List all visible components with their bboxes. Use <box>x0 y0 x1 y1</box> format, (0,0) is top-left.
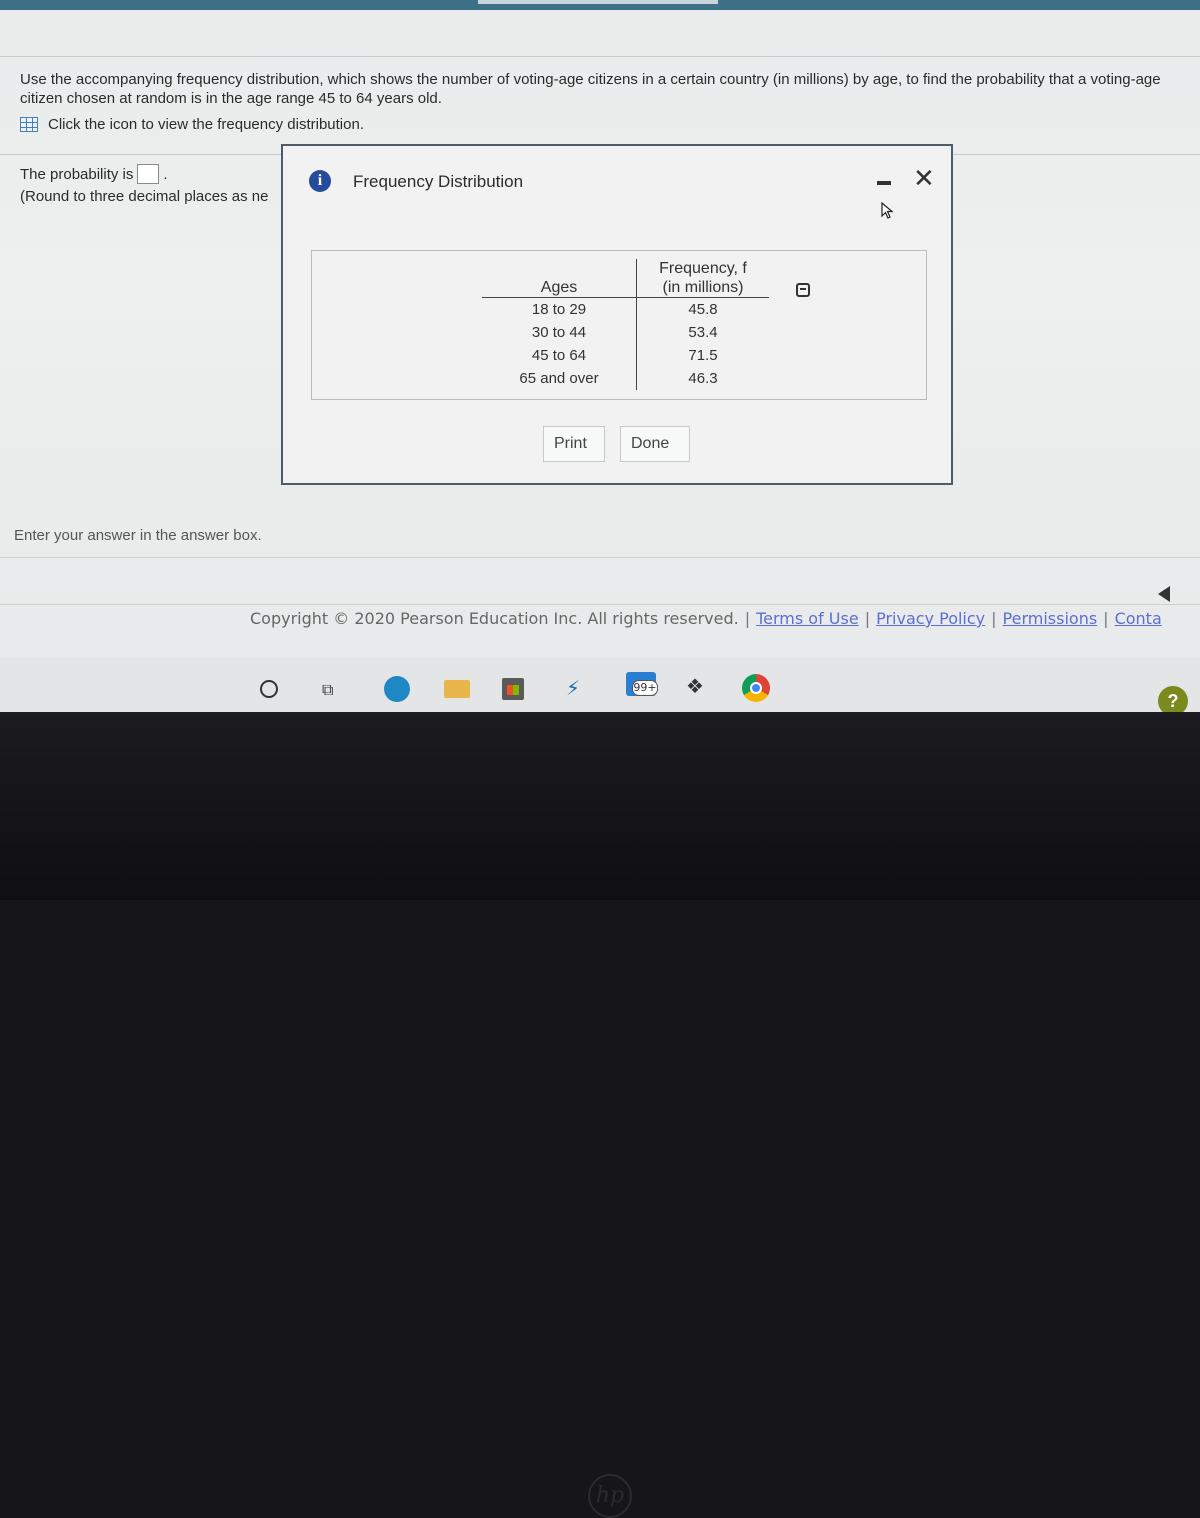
copy-icon[interactable] <box>796 283 810 297</box>
separator: | <box>744 609 751 628</box>
table-row <box>482 321 769 344</box>
age-cell: 18 to 29 <box>531 301 587 318</box>
frequency-cell: 53.4 <box>637 321 770 344</box>
frequency-header-line2: (in millions) <box>662 279 744 296</box>
table-row <box>482 298 769 322</box>
icon-prompt-text: Click the icon to view the frequency distribution. <box>48 116 364 133</box>
instructions-text: Enter your answer in the answer box. <box>14 527 262 544</box>
taskbar <box>0 658 1200 712</box>
divider <box>0 56 1200 57</box>
close-icon[interactable]: ✕ <box>913 164 935 194</box>
table-row <box>482 344 769 367</box>
collapse-arrow-icon[interactable] <box>1158 586 1170 602</box>
round-note: (Round to three decimal places as ne <box>20 188 269 205</box>
screen <box>0 0 1200 712</box>
grid-table-icon[interactable] <box>20 117 38 132</box>
laptop-bezel <box>0 712 1200 1508</box>
frequency-cell: 71.5 <box>637 344 770 367</box>
dialog-title: Frequency Distribution <box>353 172 524 191</box>
frequency-dialog <box>281 144 953 485</box>
age-cell: 30 to 44 <box>531 324 587 341</box>
divider <box>0 604 1200 605</box>
permissions-link[interactable]: Permissions <box>1002 609 1098 628</box>
question-text: Use the accompanying frequency distribution, which shows the number of voting-age citizens in a certain country (in millions) by age, to find the probability that a voting-age citizen chosen at random is in the age range 45 to 64 years old. <box>20 71 1161 107</box>
frequency-header-line1: Frequency, f <box>659 260 747 277</box>
copyright-text: Copyright © 2020 Pearson Education Inc. All rights reserved. <box>250 609 739 628</box>
view-distribution-link[interactable] <box>20 116 364 133</box>
divider <box>0 557 1200 558</box>
period: . <box>163 165 168 183</box>
table-row <box>482 367 769 390</box>
probability-line <box>20 164 168 184</box>
footer <box>250 609 1162 628</box>
frequency-cell: 46.3 <box>637 367 770 390</box>
table-frame <box>311 250 927 400</box>
print-button[interactable]: Print <box>543 426 605 462</box>
browser-top-bar <box>0 0 1200 10</box>
edge-icon[interactable] <box>384 676 410 702</box>
answer-input[interactable] <box>137 164 159 184</box>
contact-link[interactable]: Conta <box>1114 609 1162 628</box>
mouse-cursor-icon <box>881 202 895 220</box>
browser-tab[interactable] <box>478 0 718 4</box>
separator: | <box>1103 609 1109 628</box>
column-header-frequency <box>637 259 770 298</box>
done-button[interactable]: Done <box>620 426 690 462</box>
terms-link[interactable]: Terms of Use <box>756 609 859 628</box>
separator: | <box>864 609 871 628</box>
info-icon: i <box>309 170 331 192</box>
sway-icon[interactable]: ⚡ <box>566 676 581 700</box>
privacy-link[interactable]: Privacy Policy <box>876 609 986 628</box>
help-icon[interactable]: ? <box>1158 686 1188 712</box>
minimize-button[interactable] <box>877 172 891 192</box>
hp-logo: hp <box>588 1474 632 1518</box>
age-cell: 45 to 64 <box>531 347 587 364</box>
column-header-ages: Ages <box>482 259 637 298</box>
mail-icon[interactable] <box>624 672 658 702</box>
search-circle-icon[interactable] <box>260 680 278 698</box>
age-cell: 65 and over <box>519 370 599 387</box>
file-explorer-icon[interactable] <box>444 680 470 698</box>
probability-label: The probability is <box>20 165 134 183</box>
dropbox-icon[interactable]: ❖ <box>686 674 704 698</box>
frequency-table <box>482 259 769 390</box>
dialog-header <box>283 146 951 216</box>
store-icon[interactable] <box>502 678 524 700</box>
frequency-cell: 45.8 <box>637 298 770 322</box>
mail-badge: 99+ <box>633 681 657 694</box>
task-view-icon[interactable]: ⧉ <box>322 680 334 699</box>
chrome-icon[interactable] <box>742 674 770 702</box>
separator: | <box>991 609 997 628</box>
